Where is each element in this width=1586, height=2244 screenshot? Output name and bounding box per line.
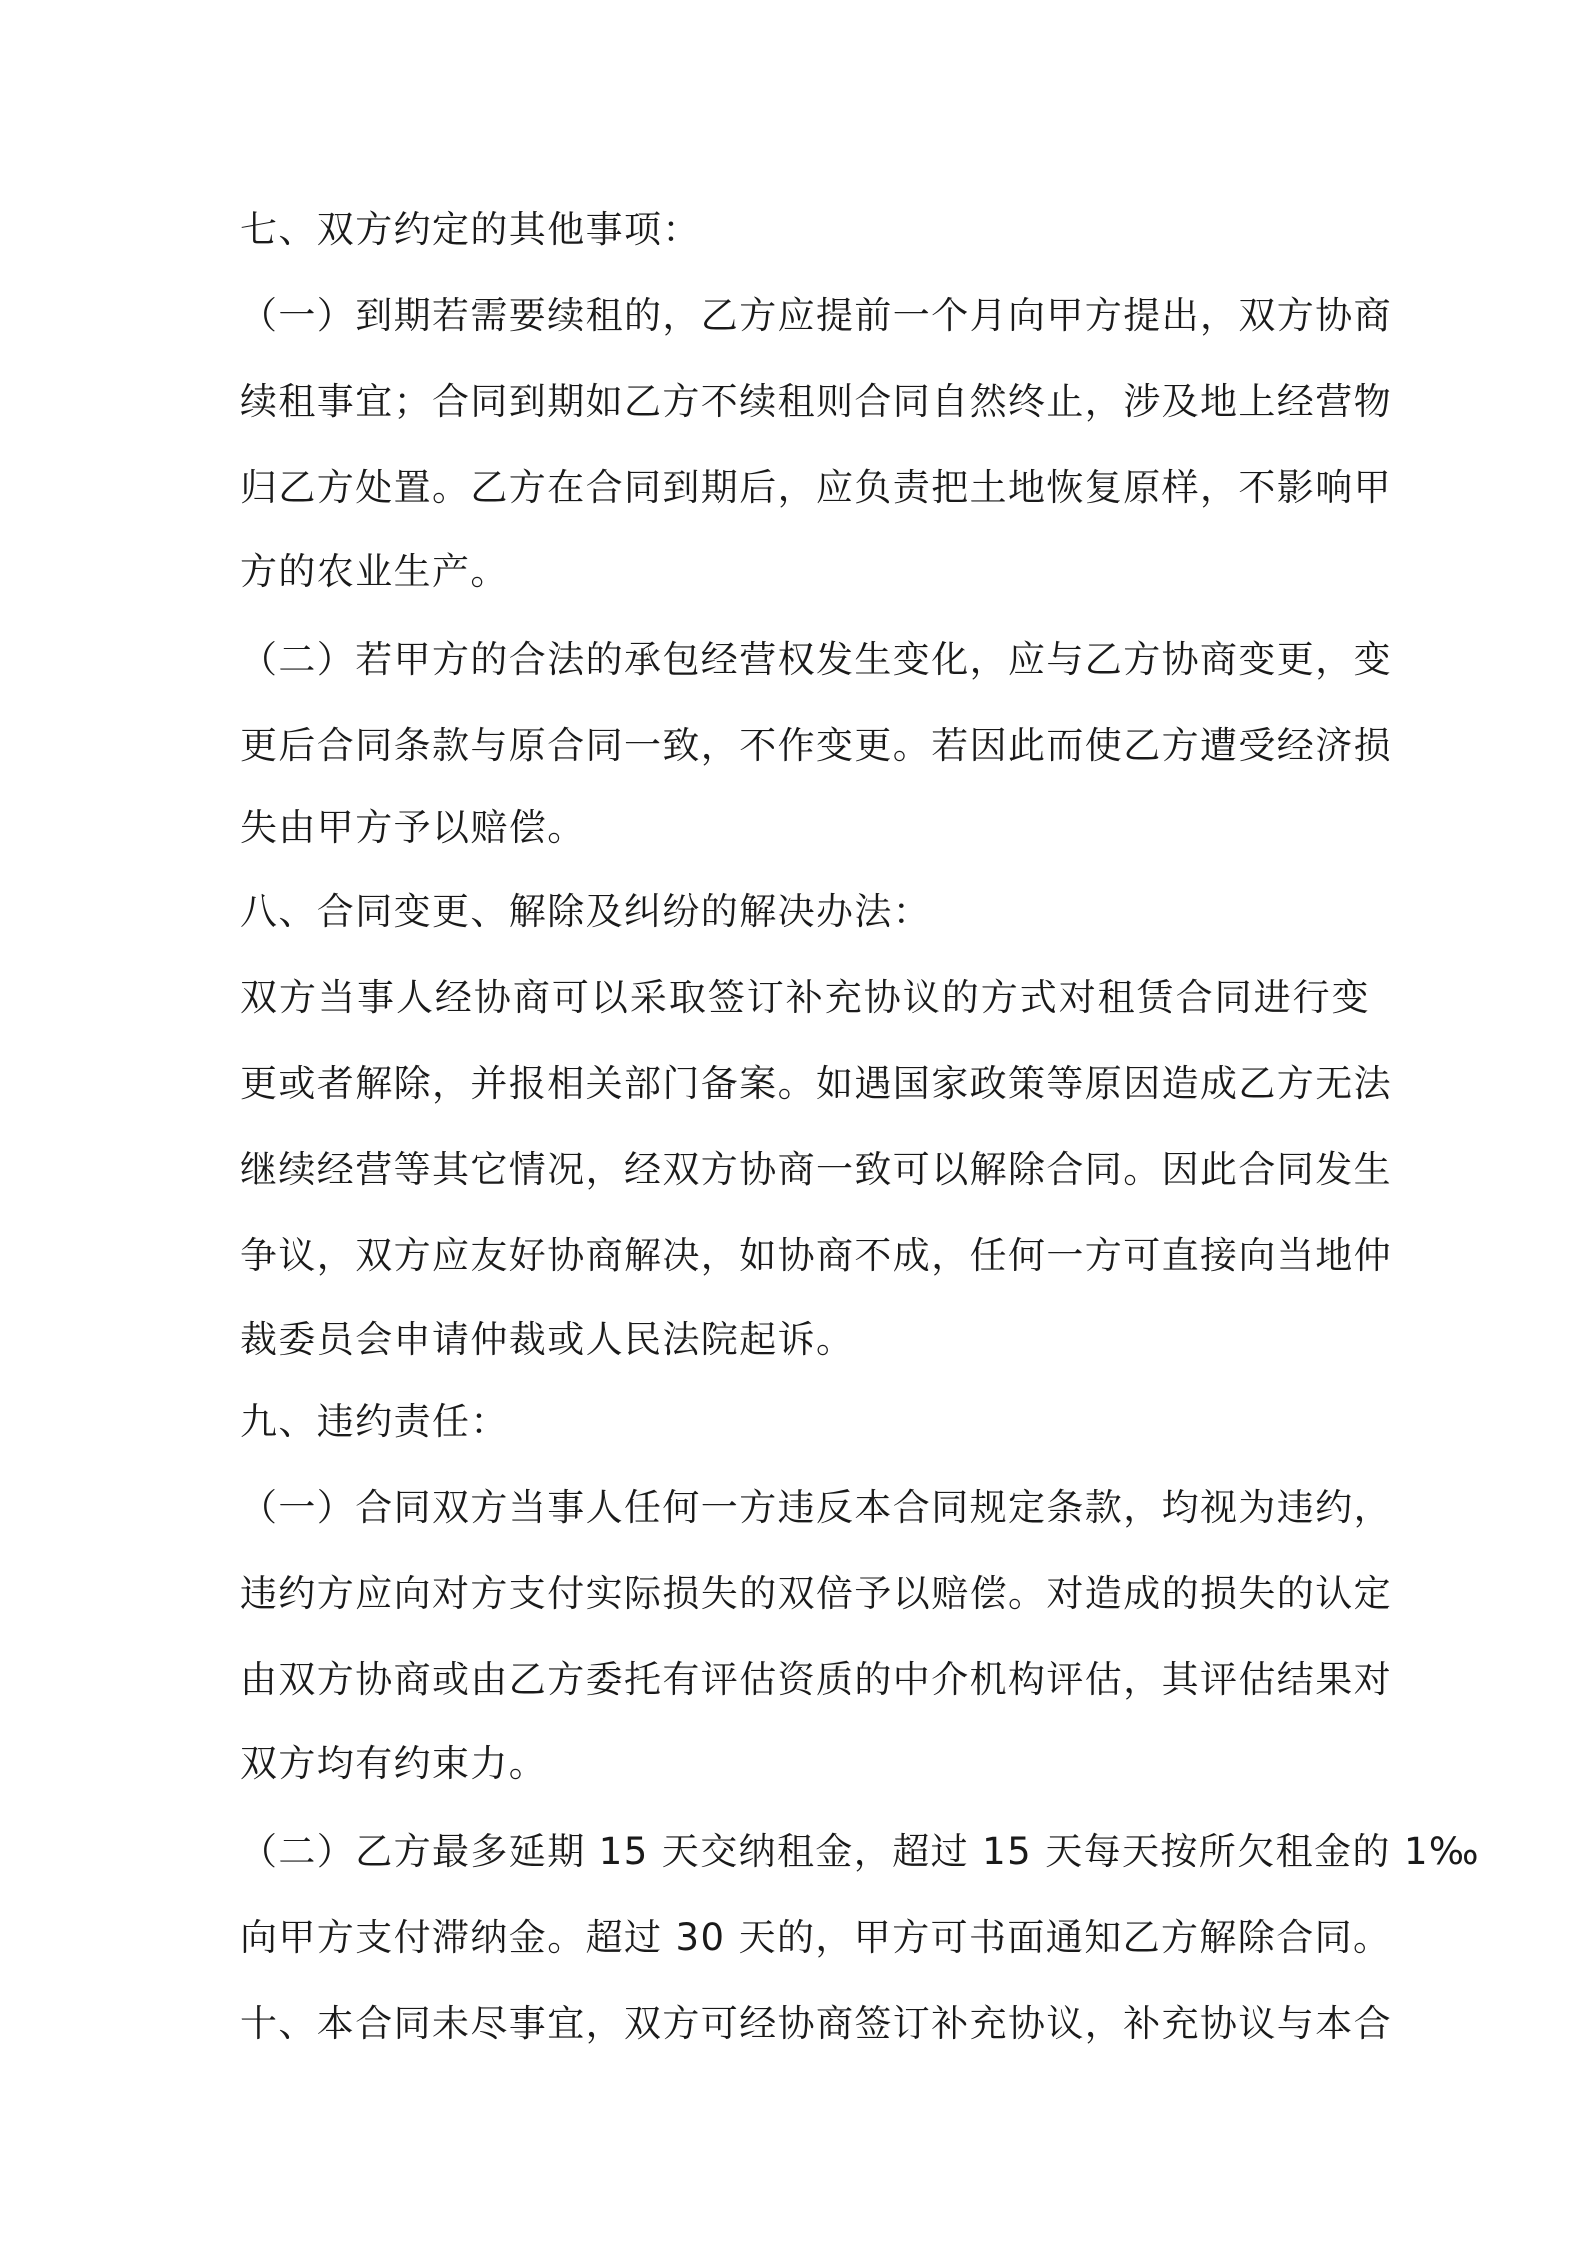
section-9-item-1-line-4: 双方均有约束力。 [240,1742,548,1785]
section-8-para-line-3: 继续经营等其它情况，经双方协商一致可以解除合同。因此合同发生 [240,1148,1392,1191]
section-8-para-line-2: 更或者解除，并报相关部门备案。如遇国家政策等原因造成乙方无法 [240,1062,1392,1105]
section-9-item-2-line-1: （二）乙方最多延期 15 天交纳租金，超过 15 天每天按所欠租金的 1‰ [240,1830,1480,1873]
section-7-heading: 七、双方约定的其他事项： [240,208,701,251]
section-7-item-2-line-2: 更后合同条款与原合同一致，不作变更。若因此而使乙方遭受经济损 [240,724,1392,767]
section-8-heading: 八、合同变更、解除及纠纷的解决办法： [240,890,932,933]
section-7-item-1-line-3: 归乙方处置。乙方在合同到期后，应负责把土地恢复原样，不影响甲 [240,466,1392,509]
section-9-item-1-line-1: （一）合同双方当事人任何一方违反本合同规定条款，均视为违约， [240,1486,1392,1529]
section-8-para-line-5: 裁委员会申请仲裁或人民法院起诉。 [240,1318,855,1361]
section-7-item-2-line-3: 失由甲方予以赔偿。 [240,806,586,849]
section-9-item-1-line-3: 由双方协商或由乙方委托有评估资质的中介机构评估，其评估结果对 [240,1658,1392,1701]
section-10-line-1: 十、本合同未尽事宜，双方可经协商签订补充协议，补充协议与本合 [240,2002,1392,2045]
section-7-item-2-line-1: （二）若甲方的合法的承包经营权发生变化，应与乙方协商变更，变 [240,638,1392,681]
section-9-heading: 九、违约责任： [240,1400,509,1443]
section-8-para-line-4: 争议，双方应友好协商解决，如协商不成，任何一方可直接向当地仲 [240,1234,1392,1277]
section-9-item-2-line-2: 向甲方支付滞纳金。超过 30 天的，甲方可书面通知乙方解除合同。 [240,1916,1392,1959]
section-7-item-1-line-2: 续租事宜；合同到期如乙方不续租则合同自然终止，涉及地上经营物 [240,380,1392,423]
section-8-para-line-1: 双方当事人经协商可以采取签订补充协议的方式对租赁合同进行变 [240,976,1370,1019]
section-7-item-1-line-1: （一）到期若需要续租的，乙方应提前一个月向甲方提出，双方协商 [240,294,1392,337]
section-9-item-1-line-2: 违约方应向对方支付实际损失的双倍予以赔偿。对造成的损失的认定 [240,1572,1392,1615]
section-7-item-1-line-4: 方的农业生产。 [240,550,509,593]
